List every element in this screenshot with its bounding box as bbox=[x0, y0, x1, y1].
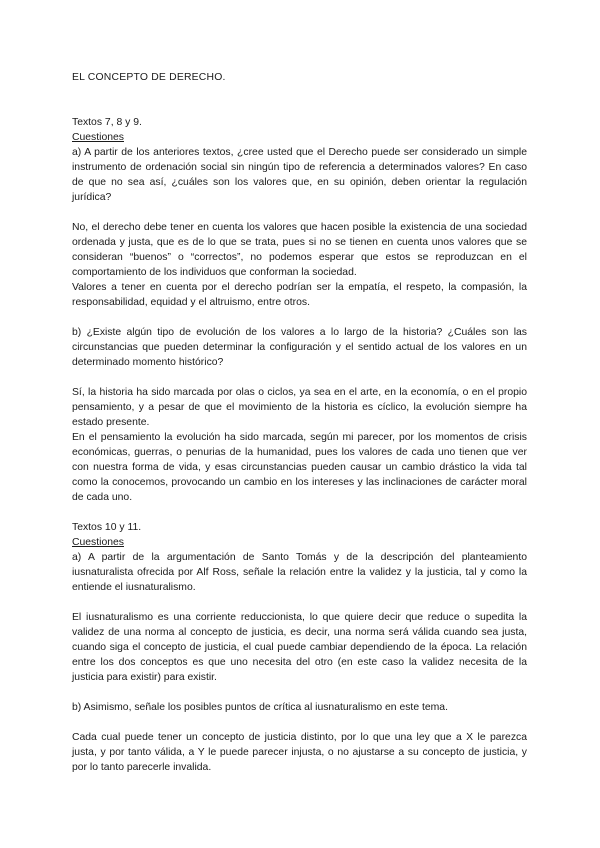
document-title: EL CONCEPTO DE DERECHO. bbox=[72, 72, 226, 83]
answer-1a-paragraph-1: No, el derecho debe tener en cuenta los valores que hacen posible la existencia de una sociedad ordenada y justa, que es de lo que se trata, pues si no se tienen en cuenta unos valores que se consideran “buenos” o “correctos”, no podemos esperar que estos se reproduzcan en el comportamiento de los individuos que conforman la sociedad. bbox=[72, 222, 527, 278]
answer-1b-paragraph-2: En el pensamiento la evolución ha sido marcada, según mi parecer, por los momentos de crisis económicas, guerras, o penurias de la humanidad, pues los valores de cada uno tienen que ver con nuestra forma de vida, y esas circunstancias pueden causar un cambio drástico la vida tal como la conocemos, provocando un cambio en los intereses y las inclinaciones de carácter moral de cada uno. bbox=[72, 432, 527, 503]
question-2a: a) A partir de la argumentación de Santo Tomás y de la descripción del planteamiento iusnaturalista ofrecida por Alf Ross, señale la relación entre la validez y la justicia, tal y como la entiende el iusnaturalismo. bbox=[72, 552, 527, 593]
question-2b: b) Asimismo, señale los posibles puntos de crítica al iusnaturalismo en este tema. bbox=[72, 702, 448, 713]
answer-2b: Cada cual puede tener un concepto de justicia distinto, por lo que una ley que a X le parezca justa, y por tanto válida, a Y le puede parecer injusta, o no ajustarse a su concepto de justicia, y por lo tanto parecerle invalida. bbox=[72, 732, 527, 773]
section1-heading: Textos 7, 8 y 9. bbox=[72, 117, 142, 128]
answer-1a-paragraph-2: Valores a tener en cuenta por el derecho podrían ser la empatía, el respeto, la compasión, la responsabilidad, equidad y el altruismo, entre otros. bbox=[72, 282, 527, 308]
answer-1b-paragraph-1: Sí, la historia ha sido marcada por olas o ciclos, ya sea en el arte, en la economía, o en el propio pensamiento, y a pesar de que el movimiento de la historia es cíclico, la evolución siempre ha estado presente. bbox=[72, 387, 527, 428]
question-1b: b) ¿Existe algún tipo de evolución de los valores a lo largo de la historia? ¿Cuáles son las circunstancias que pueden determinar la configuración y el sentido actual de los valores en un determinado momento histórico? bbox=[72, 327, 527, 368]
section1-subheading: Cuestiones bbox=[72, 132, 124, 143]
question-1a: a) A partir de los anteriores textos, ¿cree usted que el Derecho puede ser considerado un simple instrumento de ordenación social sin ningún tipo de referencia a determinados valores? En caso de que no sea así, ¿cuáles son los valores que, en su opinión, deben orientar la regulación jurídica? bbox=[72, 147, 527, 203]
answer-2a: El iusnaturalismo es una corriente reduccionista, lo que quiere decir que reduce o supedita la validez de una norma al concepto de justicia, es decir, una norma será válida cuando sea justa, cuando siga el concepto de justicia, el cual puede cambiar dependiendo de la época. La relación entre los dos conceptos es que uno necesita del otro (en este caso la validez necesita de la justicia para existir) para existir. bbox=[72, 612, 527, 683]
page-content bbox=[72, 70, 527, 775]
section2-subheading: Cuestiones bbox=[72, 537, 124, 548]
section2-heading: Textos 10 y 11. bbox=[72, 522, 142, 533]
